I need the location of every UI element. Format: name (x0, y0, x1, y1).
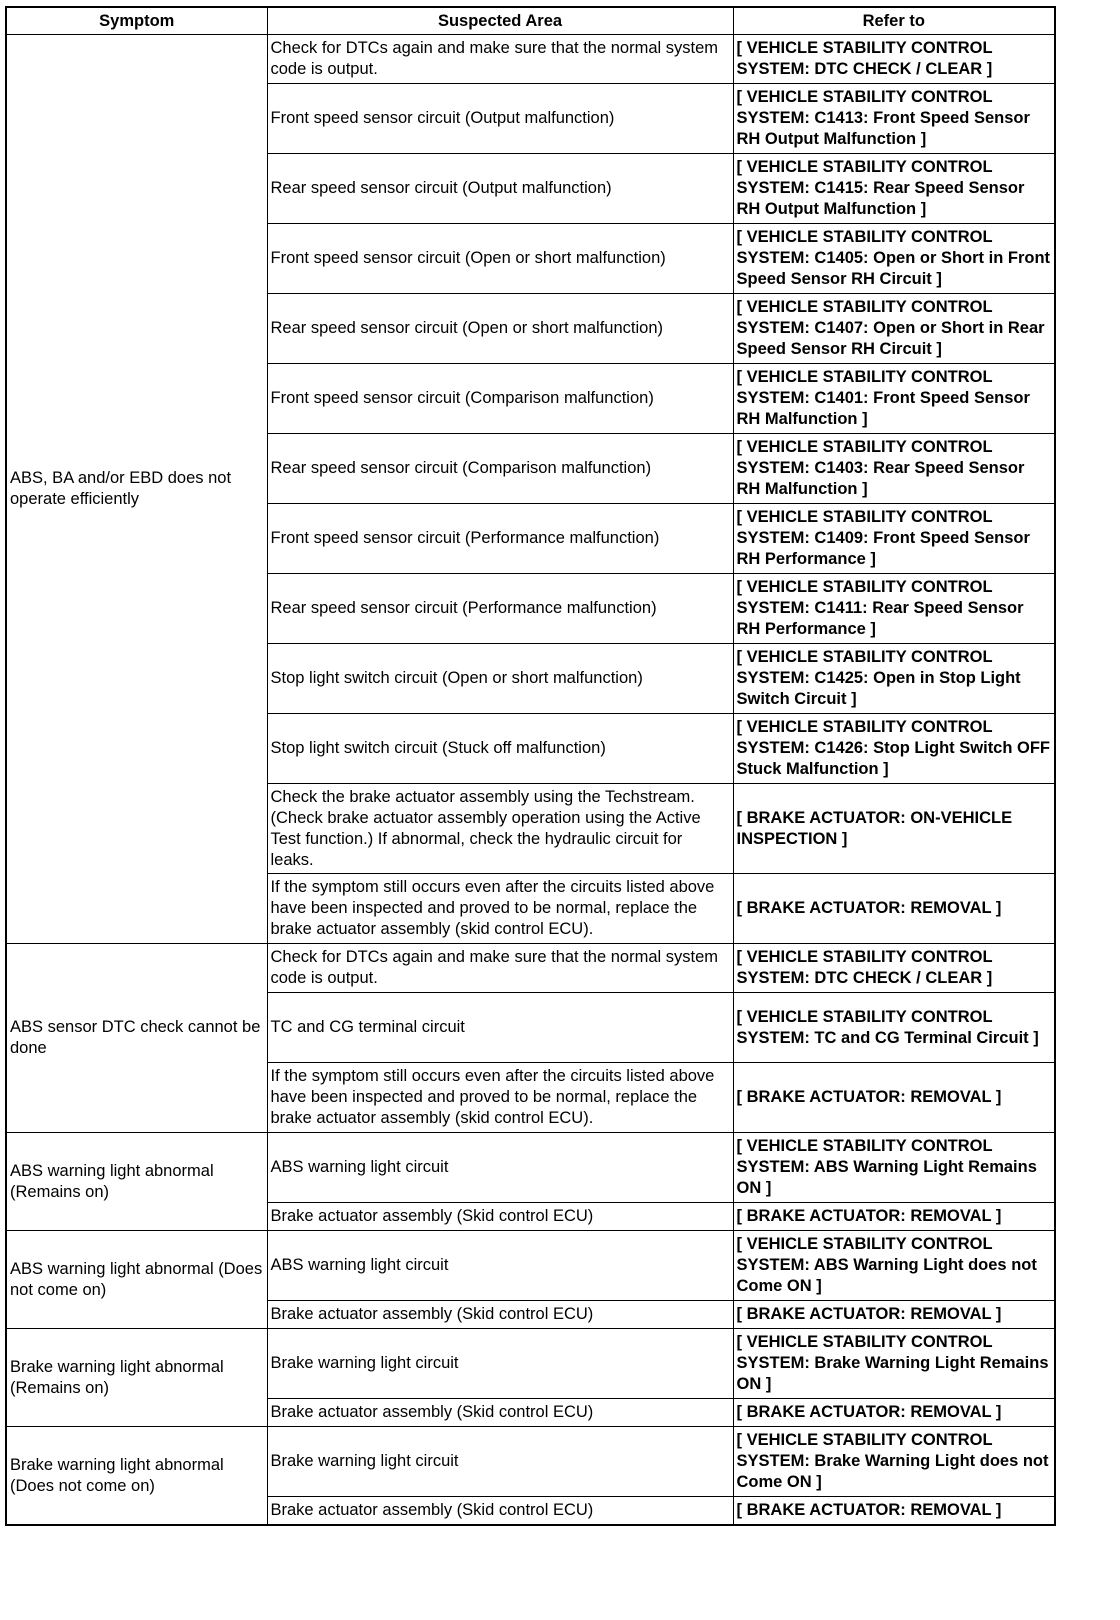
suspected-area-cell: Stop light switch circuit (Stuck off malfunction) (267, 714, 733, 784)
refer-to-cell: [ VEHICLE STABILITY CONTROL SYSTEM: C1401: Front Speed Sensor RH Malfunction ] (733, 364, 1055, 434)
symptom-cell: ABS sensor DTC check cannot be done (6, 944, 267, 1133)
refer-to-cell: [ VEHICLE STABILITY CONTROL SYSTEM: C1411: Rear Speed Sensor RH Performance ] (733, 574, 1055, 644)
suspected-area-cell: Brake warning light circuit (267, 1329, 733, 1399)
table-row (6, 1133, 1055, 1203)
refer-to-cell: [ VEHICLE STABILITY CONTROL SYSTEM: ABS Warning Light does not Come ON ] (733, 1231, 1055, 1301)
symptom-cell: ABS, BA and/or EBD does not operate efficiently (6, 35, 267, 944)
refer-to-cell: [ VEHICLE STABILITY CONTROL SYSTEM: C1405: Open or Short in Front Speed Sensor RH Circuit ] (733, 224, 1055, 294)
refer-to-cell: [ VEHICLE STABILITY CONTROL SYSTEM: C1413: Front Speed Sensor RH Output Malfunction ] (733, 84, 1055, 154)
symptom-table (5, 6, 1056, 1526)
refer-to-cell: [ VEHICLE STABILITY CONTROL SYSTEM: Brake Warning Light does not Come ON ] (733, 1427, 1055, 1497)
table-row (6, 1427, 1055, 1497)
suspected-area-cell: Brake warning light circuit (267, 1427, 733, 1497)
suspected-area-cell: TC and CG terminal circuit (267, 993, 733, 1063)
suspected-area-cell: Check the brake actuator assembly using the Techstream. (Check brake actuator assembly operation using the Active Test function.) If abnormal, check the hydraulic circuit for leaks. (267, 784, 733, 874)
symptom-cell: ABS warning light abnormal (Remains on) (6, 1133, 267, 1231)
table-row (6, 1329, 1055, 1399)
refer-to-cell: [ VEHICLE STABILITY CONTROL SYSTEM: C1409: Front Speed Sensor RH Performance ] (733, 504, 1055, 574)
refer-to-cell: [ BRAKE ACTUATOR: REMOVAL ] (733, 874, 1055, 944)
suspected-area-cell: Rear speed sensor circuit (Performance malfunction) (267, 574, 733, 644)
suspected-area-cell: Front speed sensor circuit (Comparison malfunction) (267, 364, 733, 434)
suspected-area-cell: Stop light switch circuit (Open or short malfunction) (267, 644, 733, 714)
header-symptom: Symptom (6, 7, 267, 35)
symptom-cell: Brake warning light abnormal (Remains on) (6, 1329, 267, 1427)
table-row (6, 944, 1055, 993)
header-refer-to: Refer to (733, 7, 1055, 35)
refer-to-cell: [ BRAKE ACTUATOR: REMOVAL ] (733, 1063, 1055, 1133)
suspected-area-cell: If the symptom still occurs even after the circuits listed above have been inspected and proved to be normal, replace the brake actuator assembly (skid control ECU). (267, 1063, 733, 1133)
suspected-area-cell: Brake actuator assembly (Skid control ECU) (267, 1301, 733, 1329)
refer-to-cell: [ BRAKE ACTUATOR: REMOVAL ] (733, 1399, 1055, 1427)
suspected-area-cell: Rear speed sensor circuit (Comparison malfunction) (267, 434, 733, 504)
table-row (6, 1231, 1055, 1301)
suspected-area-cell: Check for DTCs again and make sure that the normal system code is output. (267, 35, 733, 84)
suspected-area-cell: Brake actuator assembly (Skid control ECU) (267, 1497, 733, 1526)
suspected-area-cell: Brake actuator assembly (Skid control ECU) (267, 1203, 733, 1231)
table-row (6, 35, 1055, 84)
refer-to-cell: [ BRAKE ACTUATOR: REMOVAL ] (733, 1203, 1055, 1231)
refer-to-cell: [ VEHICLE STABILITY CONTROL SYSTEM: DTC CHECK / CLEAR ] (733, 35, 1055, 84)
symptom-cell: ABS warning light abnormal (Does not come on) (6, 1231, 267, 1329)
suspected-area-cell: If the symptom still occurs even after the circuits listed above have been inspected and proved to be normal, replace the brake actuator assembly (skid control ECU). (267, 874, 733, 944)
refer-to-cell: [ VEHICLE STABILITY CONTROL SYSTEM: C1425: Open in Stop Light Switch Circuit ] (733, 644, 1055, 714)
refer-to-cell: [ VEHICLE STABILITY CONTROL SYSTEM: C1426: Stop Light Switch OFF Stuck Malfunction ] (733, 714, 1055, 784)
header-suspected-area: Suspected Area (267, 7, 733, 35)
refer-to-cell: [ VEHICLE STABILITY CONTROL SYSTEM: Brake Warning Light Remains ON ] (733, 1329, 1055, 1399)
refer-to-cell: [ VEHICLE STABILITY CONTROL SYSTEM: C1415: Rear Speed Sensor RH Output Malfunction ] (733, 154, 1055, 224)
suspected-area-cell: ABS warning light circuit (267, 1231, 733, 1301)
suspected-area-cell: Rear speed sensor circuit (Open or short malfunction) (267, 294, 733, 364)
refer-to-cell: [ VEHICLE STABILITY CONTROL SYSTEM: C1407: Open or Short in Rear Speed Sensor RH Circuit ] (733, 294, 1055, 364)
suspected-area-cell: Check for DTCs again and make sure that the normal system code is output. (267, 944, 733, 993)
refer-to-cell: [ BRAKE ACTUATOR: REMOVAL ] (733, 1497, 1055, 1526)
suspected-area-cell: ABS warning light circuit (267, 1133, 733, 1203)
suspected-area-cell: Front speed sensor circuit (Performance malfunction) (267, 504, 733, 574)
refer-to-cell: [ BRAKE ACTUATOR: REMOVAL ] (733, 1301, 1055, 1329)
suspected-area-cell: Rear speed sensor circuit (Output malfunction) (267, 154, 733, 224)
symptom-cell: Brake warning light abnormal (Does not come on) (6, 1427, 267, 1526)
suspected-area-cell: Brake actuator assembly (Skid control ECU) (267, 1399, 733, 1427)
refer-to-cell: [ VEHICLE STABILITY CONTROL SYSTEM: DTC CHECK / CLEAR ] (733, 944, 1055, 993)
suspected-area-cell: Front speed sensor circuit (Open or short malfunction) (267, 224, 733, 294)
refer-to-cell: [ VEHICLE STABILITY CONTROL SYSTEM: ABS Warning Light Remains ON ] (733, 1133, 1055, 1203)
refer-to-cell: [ VEHICLE STABILITY CONTROL SYSTEM: TC and CG Terminal Circuit ] (733, 993, 1055, 1063)
refer-to-cell: [ BRAKE ACTUATOR: ON-VEHICLE INSPECTION ] (733, 784, 1055, 874)
suspected-area-cell: Front speed sensor circuit (Output malfunction) (267, 84, 733, 154)
refer-to-cell: [ VEHICLE STABILITY CONTROL SYSTEM: C1403: Rear Speed Sensor RH Malfunction ] (733, 434, 1055, 504)
header-row (6, 7, 1055, 35)
